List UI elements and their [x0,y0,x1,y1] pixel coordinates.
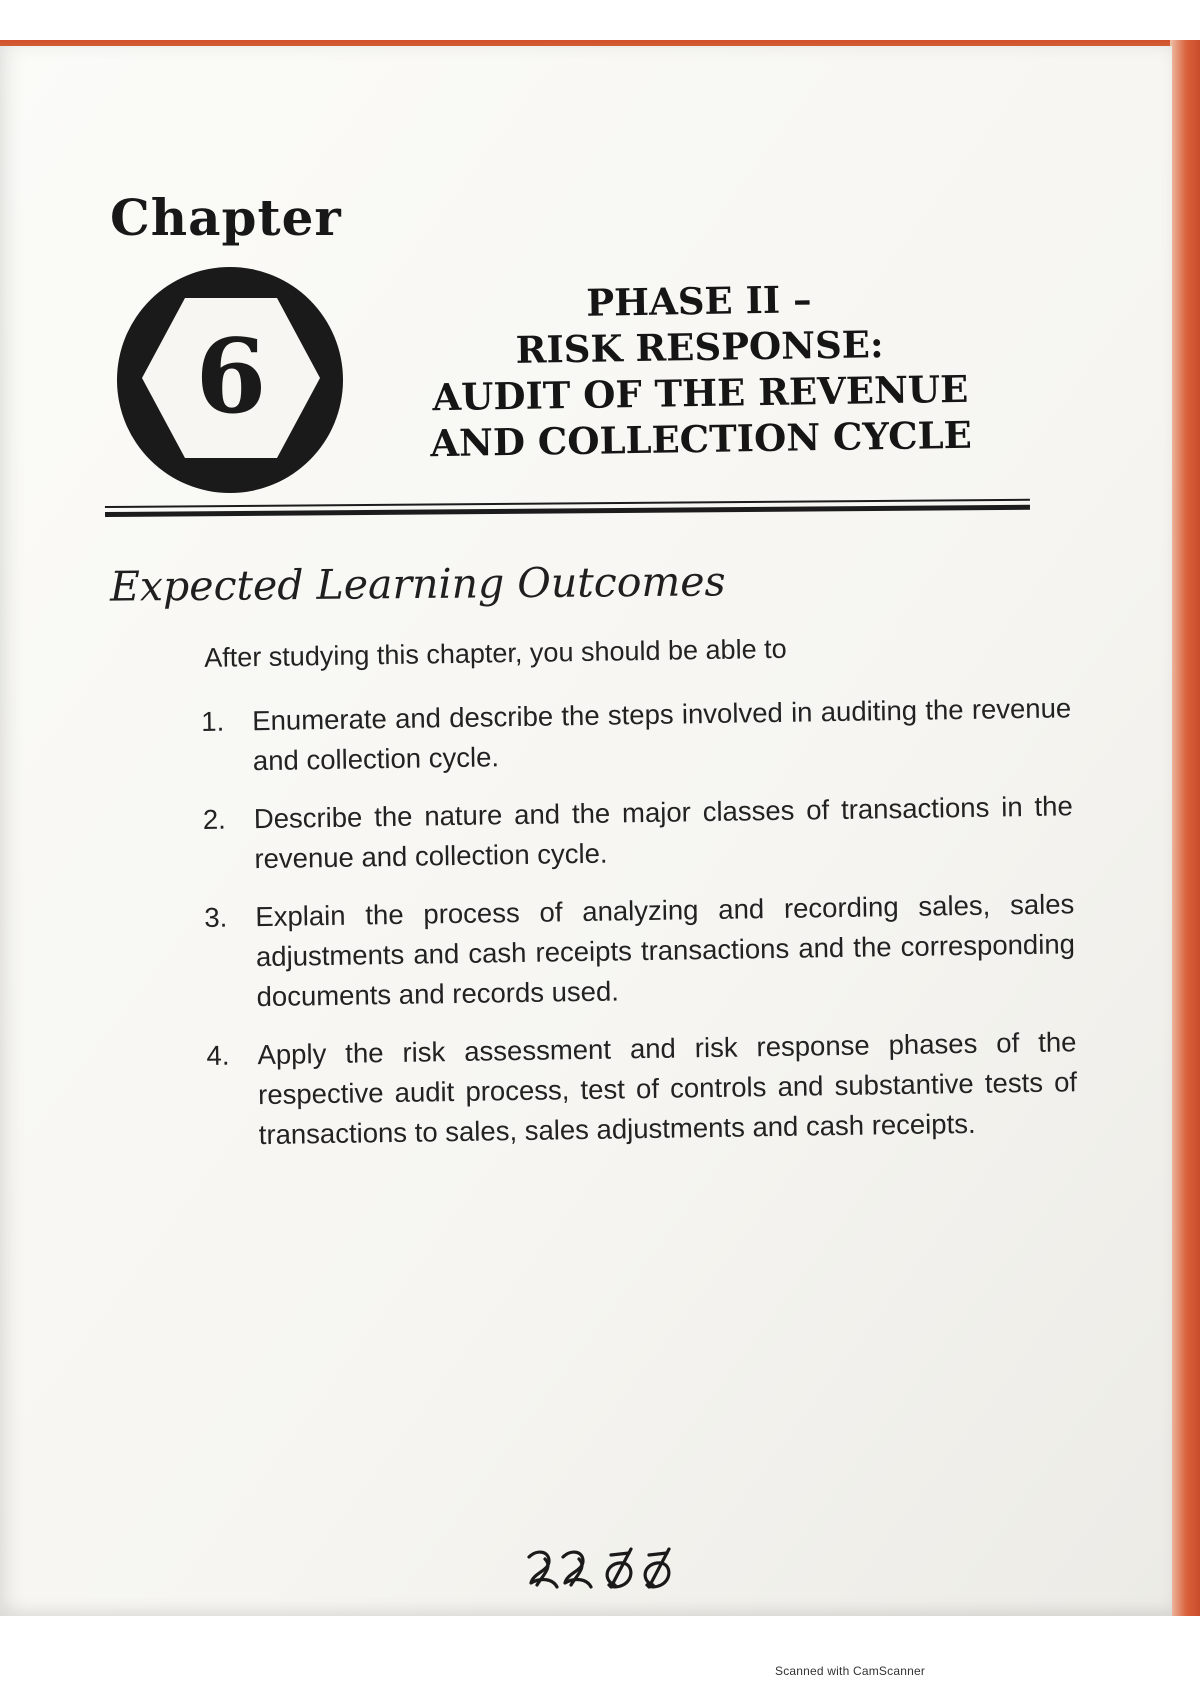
item-number: 2. [202,803,226,835]
item-number: 3. [204,901,228,933]
chapter-label: Chapter [110,188,342,247]
item-number: 4. [206,1039,230,1071]
item-text: Apply the risk assessment and risk response phases of the respective audit process, test of controls and substantive tests of transactions to sales, sales adjustments and cash receipts. [257,1026,1078,1151]
chapter-title-line: AND COLLECTION CYCLE [430,412,973,466]
list-item [204,884,1076,1018]
chapter-title-line: PHASE II – [585,277,812,325]
ornament-icon [523,1545,683,1591]
chapter-number: 6 [195,317,267,437]
chapter-title [399,273,1002,466]
list-item [201,688,1072,782]
background-surface-right [1170,40,1200,1620]
list-item [203,786,1074,880]
hexagon-ring-icon [114,264,346,496]
item-text: Explain the process of analyzing and recording sales, sales adjustments and cash receipts transactions and the corresponding documents and records used. [255,888,1076,1013]
list-item [206,1022,1078,1156]
chapter-title-line: RISK RESPONSE: [515,322,884,372]
scan-bottom-margin [0,1616,1200,1698]
outcomes-content [200,626,1078,1174]
intro-text: After studying this chapter, you should be able to [204,633,787,673]
item-number: 1. [201,705,225,737]
item-text: Enumerate and describe the steps involved in auditing the revenue and collection cycle. [252,692,1072,777]
scan-top-margin [0,0,1200,40]
scanner-watermark: Scanned with CamScanner [775,1664,926,1678]
chapter-title-line: AUDIT OF THE REVENUE [432,366,969,420]
section-heading: Expected Learning Outcomes [109,557,726,611]
outcomes-list [201,688,1078,1156]
item-text: Describe the nature and the major classes of transactions in the revenue and collection cycle. [253,790,1073,875]
